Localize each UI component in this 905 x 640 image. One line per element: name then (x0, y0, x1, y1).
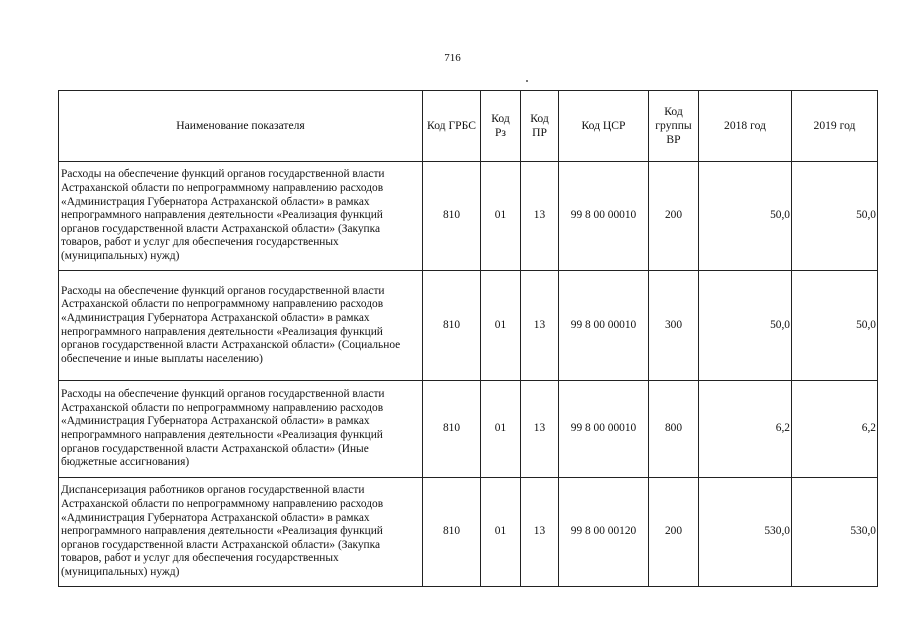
row-name: Расходы на обеспечение функций органов государственной власти Астраханской области по непрограммному направлению расходов «Администрация Губернатора Астраханской области» в рамках непрограммного направления деятельности «Реализация функций органов государственной власти Астраханской области» (Социальное обеспечение и иные выплаты населению) (59, 271, 423, 381)
row-csr: 99 8 00 00010 (559, 162, 649, 271)
row-csr: 99 8 00 00010 (559, 271, 649, 381)
row-rz: 01 (481, 271, 521, 381)
row-grbs: 810 (423, 381, 481, 478)
header-pr: Код ПР (521, 91, 559, 162)
row-2019: 6,2 (792, 381, 878, 478)
header-grbs: Код ГРБС (423, 91, 481, 162)
row-2018: 530,0 (699, 478, 792, 587)
row-rz: 01 (481, 162, 521, 271)
row-pr: 13 (521, 271, 559, 381)
table-row (59, 271, 878, 381)
row-pr: 13 (521, 162, 559, 271)
table-row (59, 162, 878, 271)
page-number: 716 (444, 52, 461, 64)
row-2019: 50,0 (792, 271, 878, 381)
row-vr: 200 (649, 162, 699, 271)
header-2019: 2019 год (792, 91, 878, 162)
table-row (59, 381, 878, 478)
row-name: Расходы на обеспечение функций органов государственной власти Астраханской области по непрограммному направлению расходов «Администрация Губернатора Астраханской области» в рамках непрограммного направления деятельности «Реализация функций органов государственной власти Астраханской области» (Иные бюджетные ассигнования) (59, 381, 423, 478)
header-2018: 2018 год (699, 91, 792, 162)
row-2018: 6,2 (699, 381, 792, 478)
row-csr: 99 8 00 00120 (559, 478, 649, 587)
row-2018: 50,0 (699, 162, 792, 271)
header-name: Наименование показателя (59, 91, 423, 162)
row-2019: 530,0 (792, 478, 878, 587)
header-csr: Код ЦСР (559, 91, 649, 162)
row-pr: 13 (521, 381, 559, 478)
table-header-row (59, 91, 878, 162)
row-vr: 200 (649, 478, 699, 587)
table-row (59, 478, 878, 587)
budget-table (58, 90, 878, 587)
row-rz: 01 (481, 381, 521, 478)
scan-dot (526, 80, 528, 82)
row-vr: 300 (649, 271, 699, 381)
row-rz: 01 (481, 478, 521, 587)
row-csr: 99 8 00 00010 (559, 381, 649, 478)
row-pr: 13 (521, 478, 559, 587)
row-2019: 50,0 (792, 162, 878, 271)
row-grbs: 810 (423, 271, 481, 381)
row-grbs: 810 (423, 478, 481, 587)
header-rz: Код Рз (481, 91, 521, 162)
row-vr: 800 (649, 381, 699, 478)
row-name: Расходы на обеспечение функций органов государственной власти Астраханской области по непрограммному направлению расходов «Администрация Губернатора Астраханской области» в рамках непрограммного направления деятельности «Реализация функций органов государственной власти Астраханской области» (Закупка товаров, работ и услуг для обеспечения государственных (муниципальных) нужд) (59, 162, 423, 271)
row-name: Диспансеризация работников органов государственной власти Астраханской области по непрограммному направлению расходов «Администрация Губернатора Астраханской области» в рамках непрограммного направления деятельности «Реализация функций органов государственной власти Астраханской области» (Закупка товаров, работ и услуг для обеспечения государственных (муниципальных) нужд) (59, 478, 423, 587)
header-vr: Код группы ВР (649, 91, 699, 162)
row-2018: 50,0 (699, 271, 792, 381)
row-grbs: 810 (423, 162, 481, 271)
